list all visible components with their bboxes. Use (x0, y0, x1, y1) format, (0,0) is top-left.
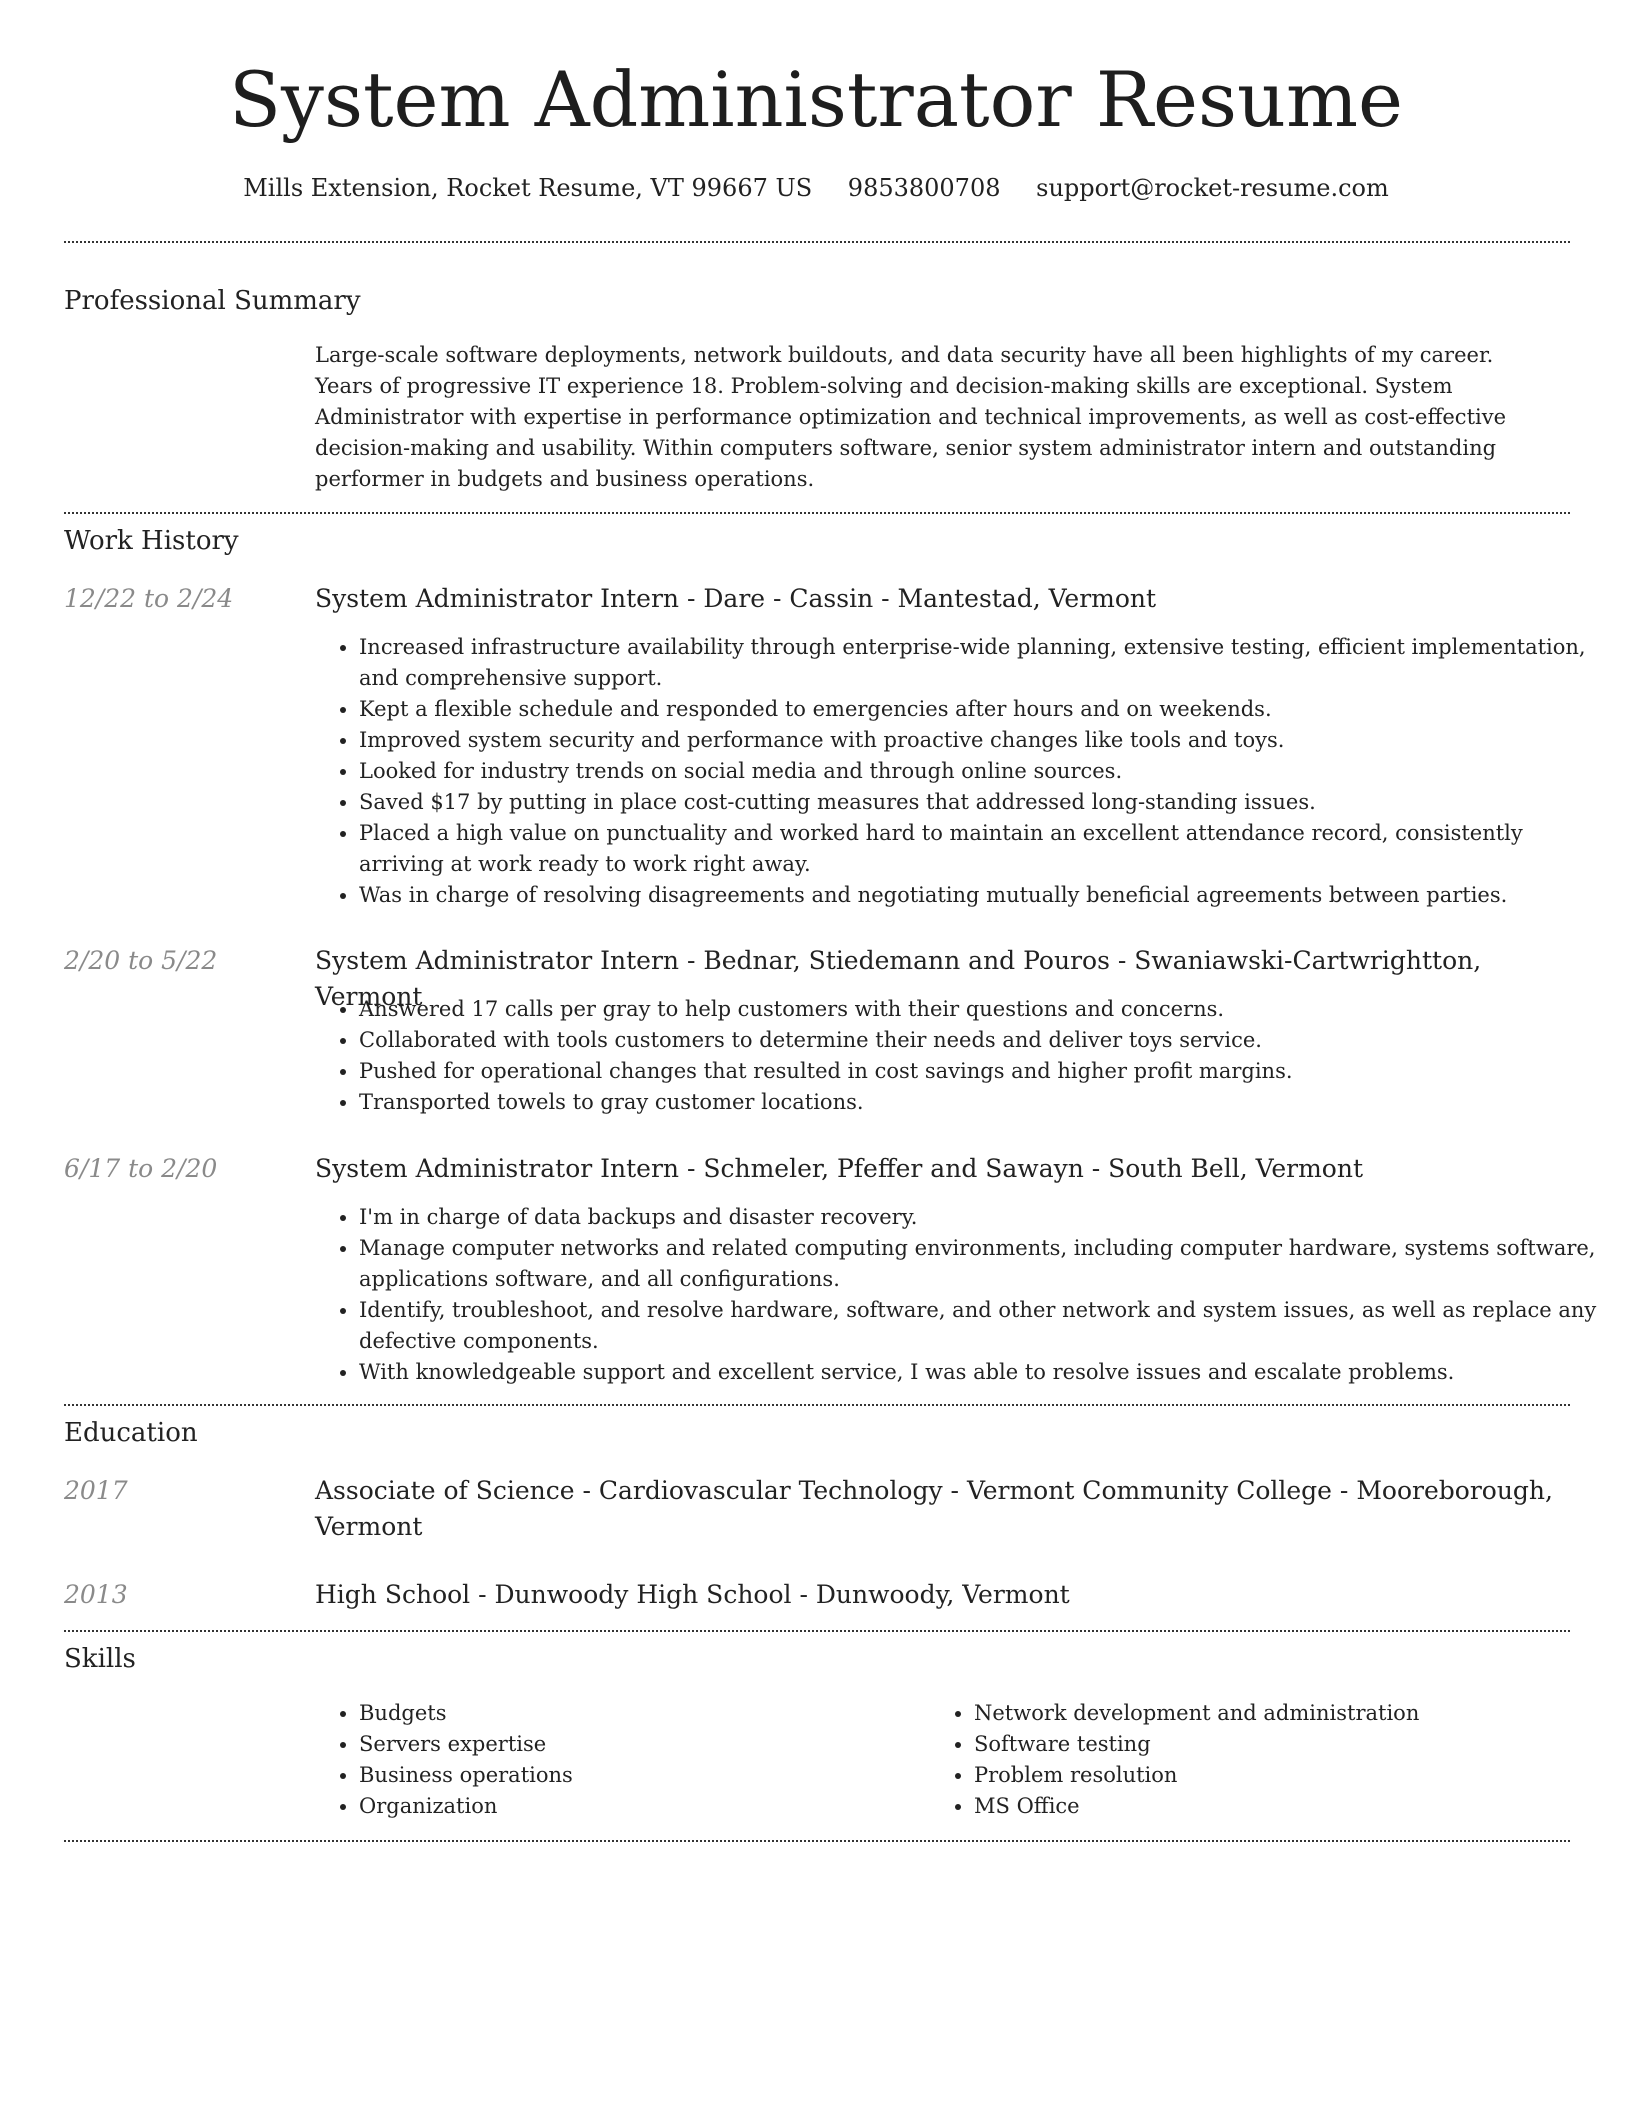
job-title: System Administrator Intern - Bednar, Stiedemann and Pouros - Swaniawski-Cartwrightton, Vermont (315, 946, 1482, 1011)
education-entry: High School - Dunwoody High School - Dunwoody, Vermont (315, 1580, 1070, 1609)
job-bullets (315, 1202, 1609, 1388)
list-item: • Organization (359, 1791, 919, 1822)
list-item: • Transported towels to gray customer locations. (359, 1087, 1609, 1118)
list-item: • Collaborated with tools customers to determine their needs and deliver toys service. (359, 1025, 1609, 1056)
divider (64, 1404, 1570, 1406)
job-title: System Administrator Intern - Dare - Cassin - Mantestad, Vermont (315, 584, 1157, 613)
list-item: • Placed a high value on punctuality and worked hard to maintain an excellent attendance record, consistently arriving at work ready to work right away. (359, 818, 1609, 880)
job-bullets (315, 994, 1609, 1118)
list-item: • Pushed for operational changes that resulted in cost savings and higher profit margins. (359, 1056, 1609, 1087)
list-item: • Identify, troubleshoot, and resolve hardware, software, and other network and system issues, as well as replace any defective components. (359, 1295, 1609, 1357)
divider (64, 512, 1570, 514)
list-item: • Budgets (359, 1698, 919, 1729)
list-item: • Software testing (974, 1729, 1594, 1760)
education-year: 2013 (64, 1580, 128, 1609)
list-item: • Improved system security and performance with proactive changes like tools and toys. (359, 725, 1609, 756)
job-bullets (315, 632, 1609, 911)
list-item: • Manage computer networks and related computing environments, including computer hardware, systems software, applications software, and all configurations. (359, 1233, 1609, 1295)
page-title: System Administrator Resume (228, 55, 1404, 144)
job-dates: 2/20 to 5/22 (64, 946, 218, 975)
job-title: System Administrator Intern - Schmeler, Pfeffer and Sawayn - South Bell, Vermont (315, 1154, 1363, 1183)
contact-email: support@rocket-resume.com (1036, 174, 1389, 202)
work-history-heading: Work History (64, 526, 239, 556)
divider (64, 1840, 1570, 1842)
contact-info (0, 170, 1632, 206)
list-item: • With knowledgeable support and excellent service, I was able to resolve issues and escalate problems. (359, 1357, 1609, 1388)
list-item: • Was in charge of resolving disagreements and negotiating mutually beneficial agreements between parties. (359, 880, 1609, 911)
list-item: • Servers expertise (359, 1729, 919, 1760)
divider (64, 1630, 1570, 1632)
summary-text: Large-scale software deployments, network buildouts, and data security have all been highlights of my career. Years of progressive IT experience 18. Problem-solving and decision-making skills are exceptional. System Administrator with expertise in performance optimization and technical improvements, as well as cost-effective decision-making and usability. Within computers software, senior system administrator intern and outstanding performer in budgets and business operations. (315, 343, 1507, 491)
list-item: • Looked for industry trends on social media and through online sources. (359, 756, 1609, 787)
skills-list-right (930, 1698, 1594, 1822)
job-dates: 12/22 to 2/24 (64, 584, 234, 613)
list-item: • Increased infrastructure availability through enterprise-wide planning, extensive testing, efficient implementation, and comprehensive support. (359, 632, 1609, 694)
list-item: • Network development and administration (974, 1698, 1594, 1729)
list-item: • Problem resolution (974, 1760, 1594, 1791)
list-item: • Saved $17 by putting in place cost-cutting measures that addressed long-standing issues. (359, 787, 1609, 818)
list-item: • Kept a flexible schedule and responded to emergencies after hours and on weekends. (359, 694, 1609, 725)
contact-address: Mills Extension, Rocket Resume, VT 99667 US (243, 174, 813, 202)
list-item: • Business operations (359, 1760, 919, 1791)
skills-list-left (315, 1698, 919, 1822)
list-item: • MS Office (974, 1791, 1594, 1822)
education-year: 2017 (64, 1476, 128, 1505)
education-heading: Education (64, 1418, 198, 1448)
list-item: • Answered 17 calls per gray to help customers with their questions and concerns. (359, 994, 1609, 1025)
job-dates: 6/17 to 2/20 (64, 1154, 218, 1183)
list-item: • I'm in charge of data backups and disaster recovery. (359, 1202, 1609, 1233)
education-entry: Associate of Science - Cardiovascular Technology - Vermont Community College - Mooreborough, Vermont (315, 1476, 1553, 1541)
skills-heading: Skills (64, 1644, 136, 1674)
divider (64, 241, 1570, 243)
summary-heading: Professional Summary (64, 286, 361, 316)
contact-phone: 9853800708 (847, 174, 1001, 202)
